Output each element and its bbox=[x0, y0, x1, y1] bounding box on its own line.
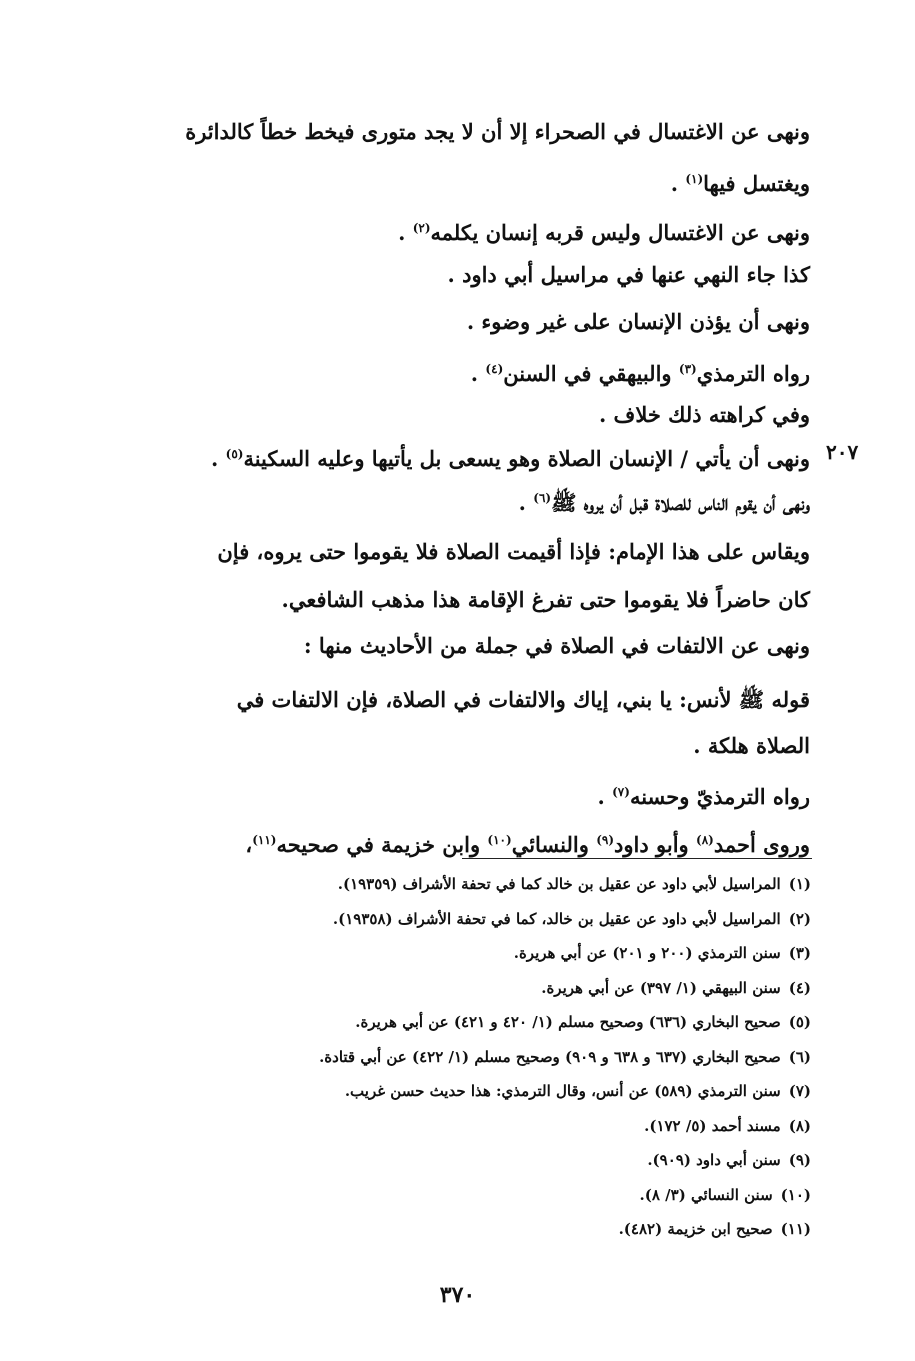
text-line bbox=[211, 438, 810, 475]
footnote-text: سنن أبي داود (٩٠٩). bbox=[647, 1151, 781, 1169]
footnote-marker: (٤) bbox=[485, 362, 504, 376]
line-text: كان حاضراً فلا يقوموا حتى تفرغ الإقامة هذا مذهب الشافعي. bbox=[281, 587, 810, 612]
line-text: ونهى عن الاغتسال في الصحراء إلا أن لا يجد متورى فيخط خطاً كالدائرة bbox=[185, 119, 810, 144]
footnote-item bbox=[647, 1146, 811, 1174]
text-line bbox=[519, 482, 810, 519]
footnote-marker: (٢) bbox=[412, 221, 431, 235]
footnote-number: (١) bbox=[788, 875, 811, 893]
line-text: ويغتسل فيها bbox=[703, 171, 810, 196]
margin-page-reference: ٢٠٧ bbox=[826, 440, 859, 464]
footnote-number: (٩) bbox=[788, 1151, 811, 1169]
footnote-text: المراسيل لأبي داود عن عقيل بن خالد كما في تحفة الأشراف (١٩٣٥٩). bbox=[337, 875, 781, 893]
footnote-number: (٦) bbox=[788, 1047, 811, 1066]
footnote-marker: (٧) bbox=[612, 785, 630, 799]
footnote-marker: (٣) bbox=[678, 362, 697, 376]
footnote-marker: (٥) bbox=[225, 447, 244, 461]
line-text: رواه الترمذي bbox=[696, 361, 810, 386]
footnote-number: (٧) bbox=[788, 1082, 811, 1100]
line-text: والبيهقي في السنن bbox=[503, 361, 679, 386]
footnote-item bbox=[514, 939, 811, 967]
text-line bbox=[671, 163, 810, 200]
footnote-number: (٢) bbox=[788, 909, 811, 928]
line-punct: ، bbox=[245, 832, 253, 857]
line-text: والنسائي bbox=[511, 832, 597, 857]
footnote-item bbox=[619, 1215, 811, 1243]
line-text: وروى أحمد bbox=[713, 832, 810, 857]
footnote-marker: (١١) bbox=[252, 833, 277, 847]
text-line bbox=[112, 116, 810, 148]
footnote-text: صحيح ابن خزيمة (٤٨٢). bbox=[618, 1220, 773, 1238]
footnote-marker: (٦) bbox=[533, 491, 552, 505]
text-line bbox=[112, 824, 810, 861]
footnote-number: (٨) bbox=[788, 1116, 811, 1135]
line-text: ونهى أن يأتي / الإنسان الصلاة وهو يسعى بل يأتيها وعليه السكينة bbox=[243, 446, 810, 471]
footnote-text: مسند أحمد (٥/ ١٧٢). bbox=[644, 1116, 781, 1135]
footnote-number: (٣) bbox=[788, 944, 811, 962]
line-text: الصلاة هلكة . bbox=[693, 733, 810, 758]
footnote-marker: (١٠) bbox=[487, 833, 512, 847]
line-text: وابن خزيمة في صحيحه bbox=[276, 832, 488, 857]
line-text: ونهى أن يؤذن الإنسان على غير وضوء . bbox=[466, 309, 810, 334]
text-line bbox=[282, 584, 810, 616]
footnote-text: المراسيل لأبي داود عن عقيل بن خالد، كما في تحفة الأشراف (١٩٣٥٨). bbox=[332, 909, 781, 928]
footnote-item bbox=[355, 1008, 811, 1036]
footnote-separator bbox=[462, 858, 812, 859]
footnote-item bbox=[333, 905, 811, 933]
line-punct: . bbox=[211, 446, 226, 471]
footnote-text: سنن النسائي (٣/ ٨). bbox=[639, 1185, 773, 1204]
footnote-text: سنن الترمذي (٢٠٠ و ٢٠١) عن أبي هريرة. bbox=[513, 944, 781, 962]
footnote-text: سنن الترمذي (٥٨٩) عن أنس، وقال الترمذي: هذا حديث حسن غريب. bbox=[344, 1082, 781, 1100]
text-line bbox=[304, 630, 810, 662]
footnote-item bbox=[338, 870, 811, 898]
footnote-number: (١١) bbox=[780, 1220, 811, 1238]
line-text: ونهى أن يقوم الناس للصلاة قبل أن يروه ﷺ bbox=[551, 490, 810, 515]
line-text: ويقاس على هذا الإمام: فإذا أقيمت الصلاة فلا يقوموا حتى يروه، فإن bbox=[217, 539, 810, 564]
footnote-number: (١٠) bbox=[780, 1185, 811, 1204]
text-line bbox=[398, 212, 810, 249]
line-punct: . bbox=[398, 220, 413, 245]
footnote-marker: (٩) bbox=[596, 833, 615, 847]
text-line bbox=[112, 536, 810, 568]
text-line bbox=[447, 259, 810, 291]
footnote-item bbox=[644, 1112, 811, 1140]
footnote-item bbox=[541, 974, 811, 1002]
footnote-number: (٥) bbox=[788, 1013, 811, 1031]
line-punct: . bbox=[470, 361, 486, 386]
footnote-text: صحيح البخاري (٦٣٦) وصحيح مسلم (١/ ٤٢٠ و ٤٢١) عن أبي هريرة. bbox=[355, 1013, 781, 1031]
footnote-marker: (٨) bbox=[696, 833, 714, 847]
line-text: ونهى عن الالتفات في الصلاة في جملة من الأحاديث منها : bbox=[303, 633, 810, 658]
footnote-number: (٤) bbox=[788, 978, 811, 997]
footnote-marker: (١) bbox=[685, 172, 704, 186]
text-line bbox=[467, 306, 810, 338]
line-text: ونهى عن الاغتسال وليس قربه إنسان يكلمه bbox=[430, 220, 810, 245]
line-punct: . bbox=[670, 171, 686, 196]
line-punct: . bbox=[597, 784, 613, 809]
line-text: وفي كراهته ذلك خلاف . bbox=[598, 402, 810, 427]
text-line bbox=[112, 684, 810, 716]
text-line bbox=[693, 730, 810, 762]
text-line bbox=[597, 776, 810, 813]
footnote-item bbox=[319, 1043, 811, 1071]
line-text: رواه الترمذيّ وحسنه bbox=[629, 784, 810, 809]
footnote-item bbox=[345, 1077, 811, 1105]
line-text: وأبو داود bbox=[614, 832, 697, 857]
text-line bbox=[471, 353, 810, 390]
text-line bbox=[599, 399, 810, 431]
footnote-text: سنن البيهقي (١/ ٣٩٧) عن أبي هريرة. bbox=[541, 978, 781, 997]
footnote-text: صحيح البخاري (٦٣٧ و ٦٣٨ و ٩٠٩) وصحيح مسلم (١/ ٤٢٢) عن أبي قتادة. bbox=[319, 1047, 781, 1066]
page-number: ٣٧٠ bbox=[439, 1282, 476, 1308]
line-text: قوله ﷺ لأنس: يا بني، إياك والالتفات في الصلاة، فإن الالتفات في bbox=[236, 687, 810, 712]
line-punct: . bbox=[518, 490, 534, 515]
footnote-item bbox=[640, 1181, 811, 1209]
line-text: كذا جاء النهي عنها في مراسيل أبي داود . bbox=[447, 262, 810, 287]
